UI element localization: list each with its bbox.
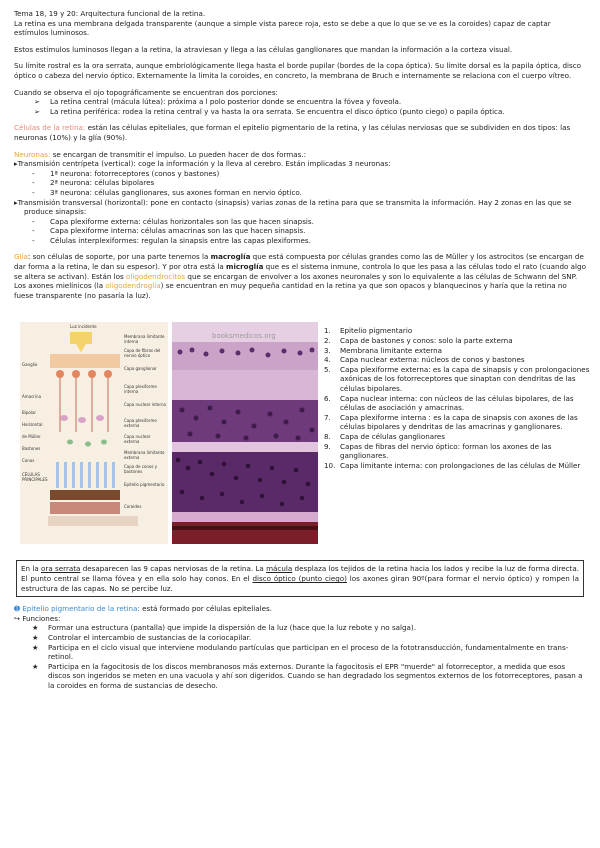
glia-paragraph: Glía: son células de soporte, por una parte tenemos la macroglía que está compuesta por células grandes como las de Müller y los astrocitos (se encargan de dar forma a la retina, le dan su espesor). Y por otra está la microglía que es el sistema inmune, controla lo que les pasa a las células todo el rato (cuando algo se altera se activan). Están los oligodendrocitos que se encargan de envolver a los axones neuronales y son lo equivalente a las células de Schwann del SNP. Los axones mielínicos (la oligodendroglía) se encuentran en muy pequeña cantidad en la retina ya que son opacos y blanquecinos y haría que la retina no fuese transparente (no pasaría la luz). xyxy=(14,252,586,300)
portions-list xyxy=(14,97,586,116)
synapse-list xyxy=(14,217,586,246)
list-item: 7. Capa plexiforme interna : es la capa de sinapsis con axones de las células bipolares y dendritas de las amacrinas y ganglionares. xyxy=(324,412,578,432)
arrow-bullet-icon: ➢ xyxy=(34,97,40,107)
document-title: Tema 18, 19 y 20: Arquitectura funcional de la retina. xyxy=(14,9,206,18)
list-item: 2. Capa de bastones y conos: solo la parte externa xyxy=(324,336,513,346)
centripetal-transmission: ▸Transmisión centrípeta (vertical): coge la información y la lleva al cerebro. Están implicadas 3 neuronas: xyxy=(14,159,391,169)
neurons-paragraph: Neuronas: se encargan de transmitir el impulso. Lo pueden hacer de dos formas.: xyxy=(14,149,307,159)
list-item: 8. Capa de células ganglionares xyxy=(324,431,446,441)
list-item: 9. Capas de fibras del nervio óptico: forman los axones de las ganglionares. xyxy=(324,441,552,461)
list-item: - Capa plexiforme interna: células amacrinas son las que hacen sinapsis. xyxy=(32,226,306,236)
epitelio-heading: ➊ Epitelio pigmentario de la retina: está formado por células epiteliales. xyxy=(14,604,272,614)
list-item: - Capa plexiforme externa: células horizontales son las que hacen sinapsis. xyxy=(32,216,314,226)
list-item: ★ Formar una estructura (pantalla) que impide la dispersión de la luz (hace que la luz rebote y no salga). xyxy=(32,623,416,633)
list-item: ★ Controlar el intercambio de sustancias de la coriocapilar. xyxy=(32,633,252,642)
cells-paragraph: Células de la retina: están las células epiteliales, que forman el epitelio pigmentario de la retina, y las células nerviosas que se subdividen en dos tipos: las neuronas (10%) y la glía (90%). xyxy=(14,123,571,142)
limits-paragraph: Su límite rostral es la ora serrata, aunque embriológicamente llega hasta el borde pupilar (bordes de la copa óptica). Su límite dorsal es la papila óptica, disco óptico o cabeza del nervio óptico. Externamente la limita la coroides, en concreto, la membrana de Bruch e internamente se relaciona con el cuerpo vítreo. xyxy=(14,61,582,80)
list-item: - Células interplexiformes: regulan la sinapsis entre las capas plexiformes. xyxy=(32,235,311,245)
list-item: 5. Capa plexiforme externa: es la capa de sinapsis y con prolongaciones axónicas de los fotorreceptores que sinaptan con dendritas de las células bipolares. xyxy=(324,364,590,393)
list-item: - 3ª neurona: células ganglionares, sus axones forman en nervio óptico. xyxy=(32,187,302,197)
portion-central: ➢ La retina central (mácula lútea): próxima a l polo posterior donde se encuentra la fóvea y foveola. xyxy=(34,97,402,107)
list-item: 3. Membrana limitante externa xyxy=(324,345,442,355)
watermark-text: booksmedicos.org xyxy=(212,332,276,341)
figure-row xyxy=(14,308,590,548)
star-bullet-icon: ★ xyxy=(32,661,39,671)
cells-heading: Células de la retina: xyxy=(14,123,86,133)
list-item: ★ Participa en la fagocitosis de los discos membranosos más externos. Durante la fagocitosis el EPR "muerde" al fotorreceptor, a medida que esos discos son ingeridos se meten en una vacuola y ahí son digeridos. Cuando se han degradado los segmentos externos de los fotorreceptores, pasan a la coroides en forma de sustancias de desecho. xyxy=(32,661,583,690)
portions-intro: Cuando se observa el ojo topográficamente se encuentran dos porciones: xyxy=(14,87,278,97)
list-item: ★ Participa en el ciclo visual que interviene modulando partículas que participan en el proceso de la fototransducción, fundamentalmente en trans-retinol. xyxy=(32,642,569,662)
transversal-transmission: ▸Transmisión transversal (horizontal): pone en contacto (sinapsis) varias zonas de la retina para que se transmita la información. Hay 2 zonas en las que se produce sinapsis: xyxy=(14,197,572,217)
ora-serrata-box: En la ora serrata desaparecen las 9 capas nerviosas de la retina. La mácula desplaza los tejidos de la retina hacia los lados y recibe la luz de forma directa. El punto central se llama fóvea y en ella solo hay conos. En el disco óptico (punto ciego) los axones giran 90º(para formar el nervio óptico) y rompen la estructura de las capas. No se percibe luz. xyxy=(16,560,584,597)
neurons-heading: Neuronas: xyxy=(14,149,51,159)
portion-peripheral: ➢ La retina periférica: rodea la retina central y va hasta la ora serrata. Se encuentra el disco óptico (punto ciego) o papila óptica. xyxy=(34,106,505,116)
list-item: 1. Epitelio pigmentario xyxy=(324,326,413,336)
list-item: - 2ª neurona: células bipolares xyxy=(32,178,155,188)
label-light: Luz incidente xyxy=(70,324,97,330)
retina-layers-list xyxy=(320,326,590,470)
micrograph-svg xyxy=(172,322,318,544)
star-bullet-icon: ★ xyxy=(32,642,39,652)
retina-micrograph xyxy=(172,322,318,544)
number-one-icon: ➊ xyxy=(14,604,20,614)
functions-list xyxy=(14,623,586,690)
light-arrow-box xyxy=(70,332,92,344)
list-item: 4. Capa nuclear externa: núcleos de conos y bastones xyxy=(324,355,525,365)
list-item: 6. Capa nuclear interna: con núcleos de las células bipolares, de las células de asociación y amacrinas. xyxy=(324,393,574,413)
intro-paragraph: La retina es una membrana delgada transparente (aunque a simple vista parece roja, esto se debe a que lo que se ve es la coroides) capaz de captar estímulos luminosos. xyxy=(14,18,551,38)
retina-layers-diagram: Luz incidente Ganglio Amacrina Bipolar Horizontal de Müller Bastones Conos CÉLULAS PRINCIPALES Membrana limitante interna Capa de fibras del nervio óptico Capa ganglionar Capa plexiforme interna Capa nuclear interna Capa plexiforme externa Capa nuclear externa Membrana limitante externa Capa de conos y bastones Epitelio pigmentario Coroides xyxy=(20,322,168,544)
star-bullet-icon: ★ xyxy=(32,623,39,633)
list-item: 10. Capa limitante interna: con prolongaciones de las células de Müller xyxy=(324,460,581,470)
list-item: - 1ª neurona: fotorreceptores (conos y bastones) xyxy=(32,168,220,178)
glia-heading: Glía xyxy=(14,252,28,262)
star-bullet-icon: ★ xyxy=(32,633,39,642)
functions-label: ↪ Funciones: xyxy=(14,613,61,623)
stimuli-paragraph: Estos estímulos luminosos llegan a la retina, la atraviesan y llega a las células ganglionares que mandan la información a la corteza visual. xyxy=(14,44,513,54)
neuron-list xyxy=(14,169,586,198)
arrow-bullet-icon: ➢ xyxy=(34,106,40,116)
